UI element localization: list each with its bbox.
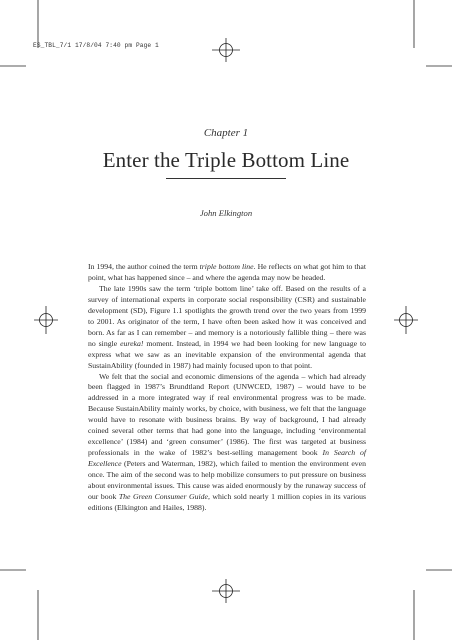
body-text (88, 262, 366, 514)
title-rule (166, 178, 286, 179)
chapter-label: Chapter 1 (203, 127, 249, 139)
paragraph-intro: In 1994, the author coined the term triple bottom line. He reflects on what got him to that point, what has happened since – and where the agenda may now be headed. (88, 262, 366, 282)
chapter-author: John Elkington (199, 208, 253, 218)
paragraph: The late 1990s saw the term ‘triple bottom line’ take off. Based on the results of a survey of international experts in corporate social responsibility (CSR) and sustainable development (SD), Figure 1.1 spotlights the growth trend over the two years from 1999 to 2001. As originator of the term, I have often been asked how it was conceived and born. As far as I can remember – and memory is a notoriously fallible thing – there was no single eureka! moment. Instead, in 1994 we had been looking for new language to express what we saw as an inevitable expansion of the environmental agenda that SustainAbility (founded in 1987) had mainly focused upon to that point. (88, 283, 366, 370)
registration-mark-top (212, 38, 240, 62)
registration-mark-left (34, 306, 58, 334)
registration-mark-right (394, 306, 418, 334)
printer-slug: ES_TBL_7/1 17/8/04 7:40 pm Page 1 (33, 42, 159, 49)
registration-mark-bottom (212, 579, 240, 603)
chapter-title: Enter the Triple Bottom Line (102, 148, 350, 172)
paragraph: We felt that the social and economic dimensions of the agenda – which had already been flagged in 1987’s Brundtland Report (UNWCED, 1987) – would have to be addressed in a more integrated way if real environmental progress was to be made. Because SustainAbility mainly works, by choice, with business, we felt that the language would have to resonate with business brains. By way of background, I had already coined several other terms that had gone into the language, including ‘environmental excellence’ (1984) and ‘green consumer’ (1986). The first was targeted at business professionals in the wake of 1982’s best-selling management book In Search of Excellence (Peters and Waterman, 1982), which failed to mention the environment even once. The aim of the second was to help mobilize consumers to put pressure on business about environmental issues. This cause was aided enormously by the runaway success of our book The Green Consumer Guide, which sold nearly 1 million copies in its various editions (Elkington and Hailes, 1988). (88, 371, 366, 512)
